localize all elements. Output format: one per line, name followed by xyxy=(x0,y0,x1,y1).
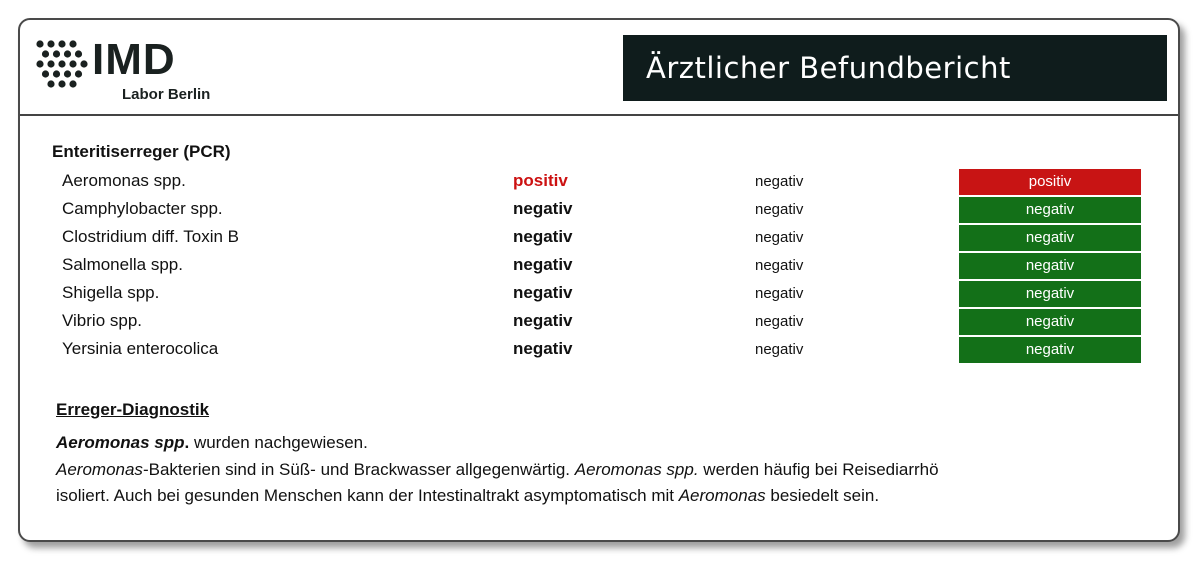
status-badge: negativ xyxy=(959,281,1141,307)
lab-logo xyxy=(34,35,254,106)
test-result: negativ xyxy=(513,283,573,302)
reference-value: negativ xyxy=(755,173,804,190)
reference-value: negativ xyxy=(755,285,804,302)
pathogen-name: Yersinia enterocolica xyxy=(62,339,219,358)
diagnostics-text-line xyxy=(56,486,879,506)
report-card xyxy=(18,18,1180,542)
status-badge: negativ xyxy=(959,253,1141,279)
report-title: Ärztlicher Befundbericht xyxy=(646,51,1011,85)
result-row xyxy=(20,337,1178,363)
status-badge: negativ xyxy=(959,337,1141,363)
result-row xyxy=(20,281,1178,307)
reference-value: negativ xyxy=(755,313,804,330)
pathogen-name: Shigella spp. xyxy=(62,283,160,302)
result-row xyxy=(20,253,1178,279)
pathogen-name: Aeromonas spp. xyxy=(62,171,186,190)
result-row xyxy=(20,309,1178,335)
section-title: Enteritiserreger (PCR) xyxy=(52,142,231,161)
test-result: negativ xyxy=(513,339,573,358)
finding-period: . xyxy=(184,433,190,452)
diagnostics-text-line xyxy=(56,460,939,480)
result-row xyxy=(20,225,1178,251)
test-result: negativ xyxy=(513,255,573,274)
status-badge: negativ xyxy=(959,309,1141,335)
status-badge: negativ xyxy=(959,225,1141,251)
test-result: negativ xyxy=(513,227,573,246)
result-row xyxy=(20,169,1178,195)
reference-value: negativ xyxy=(755,341,804,358)
diagnostics-finding xyxy=(56,433,368,453)
logo-dot-grid-icon xyxy=(34,40,90,92)
finding-text: wurden nachgewiesen. xyxy=(189,433,368,452)
organism-name: Aeromonas xyxy=(678,486,766,505)
pathogen-name: Clostridium diff. Toxin B xyxy=(62,227,239,246)
reference-value: negativ xyxy=(755,257,804,274)
organism-name: Aeromonas spp xyxy=(56,433,185,452)
report-title-bar xyxy=(623,35,1167,101)
report-header xyxy=(20,20,1178,116)
result-row xyxy=(20,197,1178,223)
logo-brand-text: IMD xyxy=(92,35,176,84)
pathogen-name: Vibrio spp. xyxy=(62,311,143,330)
diagnostics-text: besiedelt sein. xyxy=(765,486,880,505)
test-result: negativ xyxy=(513,311,573,330)
diagnostics-text: -Bakterien sind in Süß- und Brackwasser allgegenwärtig. xyxy=(142,460,575,479)
logo-subtitle: Labor Berlin xyxy=(122,86,211,103)
reference-value: negativ xyxy=(755,229,804,246)
reference-value: negativ xyxy=(755,201,804,218)
pathogen-name: Salmonella spp. xyxy=(62,255,183,274)
pathogen-name: Camphylobacter spp. xyxy=(62,199,223,218)
diagnostics-text: isoliert. Auch bei gesunden Menschen kann der Intestinaltrakt asymptomatisch mit xyxy=(56,486,679,505)
organism-name: Aeromonas xyxy=(56,460,143,479)
test-result: positiv xyxy=(513,171,568,190)
test-result: negativ xyxy=(513,199,573,218)
organism-name: Aeromonas spp. xyxy=(574,460,699,479)
status-badge: negativ xyxy=(959,197,1141,223)
status-badge: positiv xyxy=(959,169,1141,195)
diagnostics-text: werden häufig bei Reisediarrhö xyxy=(698,460,939,479)
diagnostics-heading: Erreger-Diagnostik xyxy=(56,400,210,419)
